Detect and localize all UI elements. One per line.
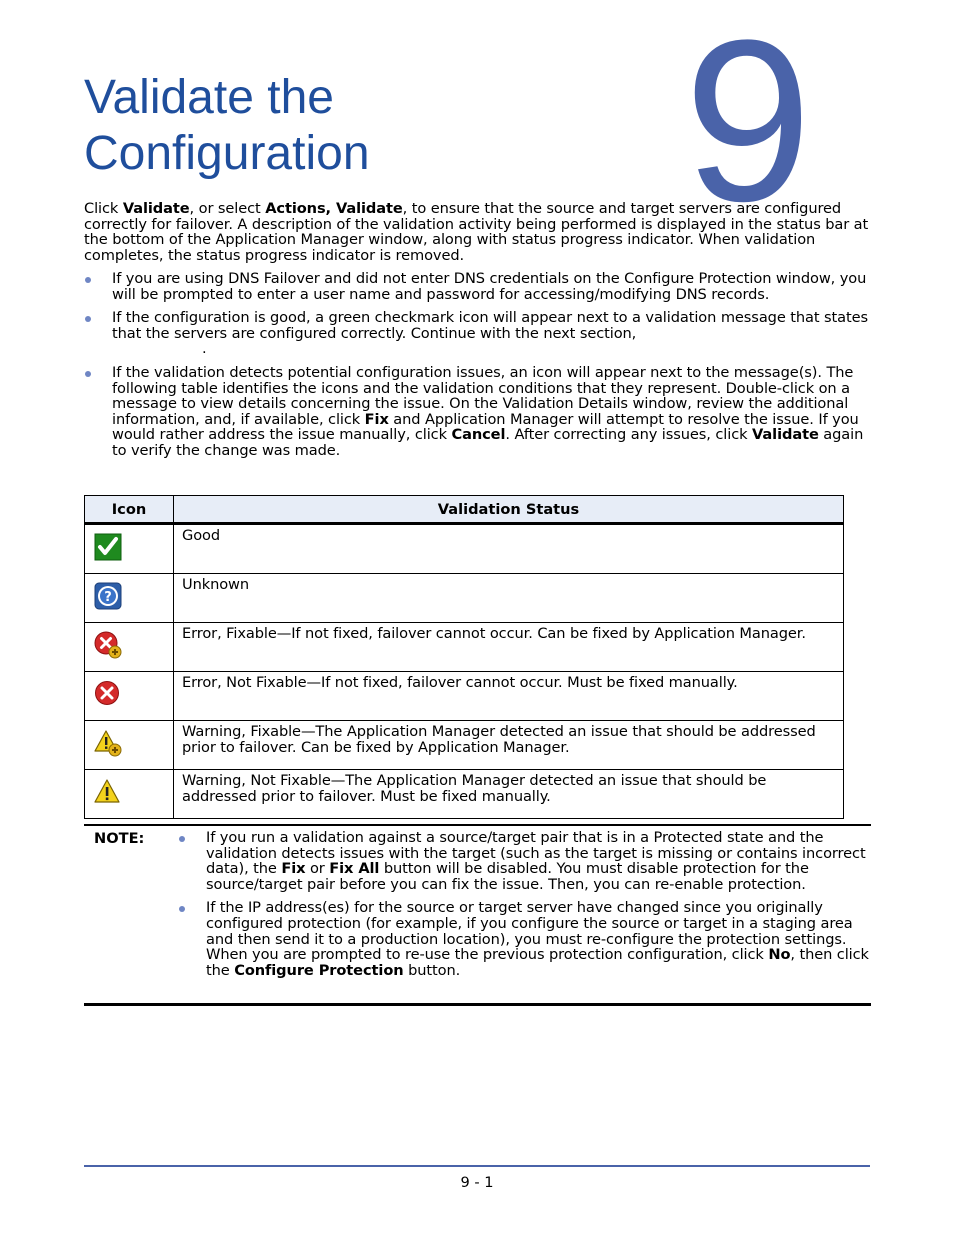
validate-term: Validate [752, 426, 819, 444]
table-row [85, 672, 844, 721]
bullet-dot-icon [179, 836, 185, 842]
chapter-number: 9 [684, 0, 812, 249]
intro-paragraph [84, 201, 874, 263]
status-cell: Warning, Not Fixable—The Application Manager detected an issue that should be addressed prior to failover. Must be fixed manually. [174, 770, 844, 819]
warning-icon [94, 778, 122, 806]
table-row [85, 721, 844, 770]
intro-text-1: Click [84, 200, 123, 217]
icon-cell [85, 721, 174, 770]
no-term: No [768, 946, 791, 964]
icon-cell [85, 623, 174, 672]
bullet-dot-icon [85, 371, 91, 377]
bullet-dns-failover [84, 271, 874, 302]
intro-actions-validate-term: Actions, Validate [265, 200, 403, 217]
chapter-title-line-2: Configuration [84, 127, 370, 180]
footer-divider [84, 1165, 870, 1167]
intro-text-2: , or select [189, 200, 266, 217]
bullet-text: If the validation detects potential configuration issues, an icon will appear next to the message(s). The following table identifies the icons and the validation conditions that they represent. Double-click on a message to view details concerning the issue. On the Validation Details window, review the additional information, and, if available, click [112, 363, 854, 428]
status-cell: Warning, Fixable—The Application Manager detected an issue that should be addressed prior to failover. Can be fixed by Application Manager. [174, 721, 844, 770]
fix-term: Fix [364, 410, 389, 428]
note-text: button will be disabled. You must disable protection for the source/target pair before you can fix the issue. Then, you can re-enable protection. [206, 860, 809, 893]
icon-cell [85, 672, 174, 721]
status-cell: Unknown [174, 574, 844, 623]
icon-column-header: Icon [85, 496, 174, 524]
error-icon [94, 680, 122, 708]
icon-cell [85, 770, 174, 819]
note-text: If the IP address(es) for the source or target server have changed since you originally configured protection (for example, if you configure the source or target in a staging area and then send it to a production location), you must re-configure the protection settings. When you are prompted to re-use the previous protection configuration, click [206, 899, 853, 964]
question-icon [94, 582, 122, 610]
note-text: or [305, 860, 330, 878]
status-cell: Error, Not Fixable—If not fixed, failover cannot occur. Must be fixed manually. [174, 672, 844, 721]
bullet-dot-icon [85, 316, 91, 322]
cancel-term: Cancel [451, 426, 506, 444]
table-row [85, 623, 844, 672]
note-item-protected-state [178, 830, 870, 892]
bullet-dot-icon [179, 906, 185, 912]
note-box [84, 824, 871, 1006]
chapter-title [84, 70, 370, 182]
intro-validate-term: Validate [122, 200, 190, 217]
icon-cell [85, 524, 174, 574]
bullet-text: and Application Manager will attempt to resolve the issue. If you would rather address the issue manually, click [112, 410, 859, 444]
status-cell: Error, Fixable—If not fixed, failover cannot occur. Can be fixed by Application Manager. [174, 623, 844, 672]
configure-protection-term: Configure Protection [234, 961, 404, 979]
table-row [85, 524, 844, 574]
note-item-ip-changed [178, 900, 870, 978]
table-header-row [85, 496, 844, 524]
intro-text-3: , to ensure that the source and target servers are configured correctly for failover. A description of the validation activity being performed is displayed in the status bar at the bottom of the Application Manager window, along with status progress indicator. When validation completes, the status progress indicator is removed. [84, 200, 869, 264]
table-row [85, 770, 844, 819]
fix-term: Fix [281, 860, 306, 878]
page-number: 9 - 1 [460, 1174, 494, 1191]
status-cell: Good [174, 524, 844, 574]
bullet-text: If the configuration is good, a green checkmark icon will appear next to a validation message that states that the servers are configured correctly. Continue with the next section, [112, 309, 868, 342]
fix-all-term: Fix All [329, 860, 380, 878]
note-list [178, 830, 870, 986]
bullet-list [84, 271, 874, 467]
bullet-trailing-period: . [202, 340, 207, 358]
note-text: button. [403, 961, 461, 979]
bullet-dot-icon [85, 277, 91, 283]
status-column-header: Validation Status [174, 496, 844, 524]
icon-cell [85, 574, 174, 623]
chapter-title-line-1: Validate the [84, 71, 334, 124]
warning-fixable-icon [94, 729, 122, 757]
green-check-icon [94, 533, 122, 561]
svg-text:?: ? [104, 590, 112, 605]
bullet-config-good [84, 310, 874, 357]
bullet-config-issues [84, 365, 874, 459]
error-fixable-icon [94, 631, 122, 659]
bullet-text: If you are using DNS Failover and did not enter DNS credentials on the Configure Protection window, you will be prompted to enter a user name and password for accessing/modifying DNS records. [112, 270, 867, 303]
validation-status-table [84, 495, 844, 819]
note-text: , then click the [206, 946, 869, 979]
table-row [85, 574, 844, 623]
bullet-text: . After correcting any issues, click [505, 426, 753, 444]
bullet-text: again to verify the change was made. [112, 426, 864, 459]
note-text: If you run a validation against a source/target pair that is in a Protected state and the validation detects issues with the target (such as the target is missing or contains incorrect data), the [206, 829, 866, 878]
note-label: NOTE: [94, 830, 145, 847]
